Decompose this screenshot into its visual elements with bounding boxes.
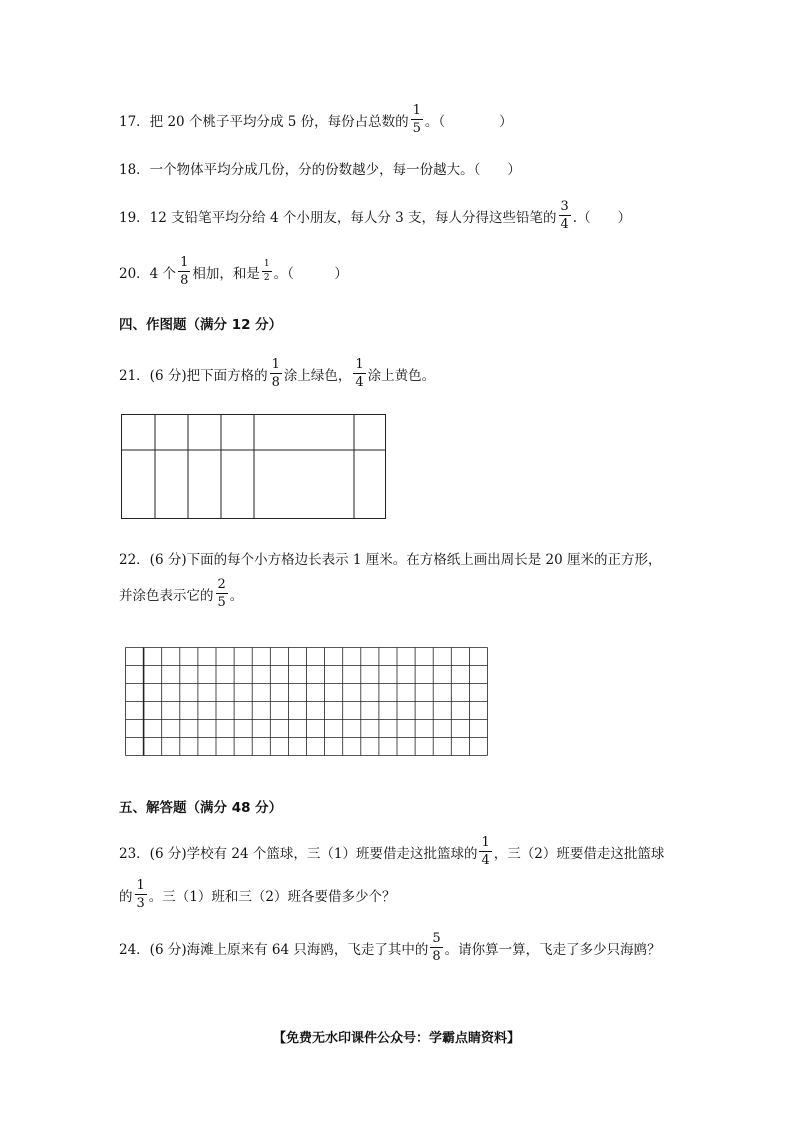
section-4-heading: 四、作图题（满分 12 分）: [119, 317, 283, 333]
q21-grid-figure: [121, 414, 387, 520]
section-5-heading: 五、解答题（满分 48 分）: [119, 800, 283, 816]
q24-fraction: $\frac{5}{8}$: [432, 931, 441, 964]
q22-text-3: 。: [229, 587, 244, 604]
q22-text-2: 并涂色表示它的: [119, 587, 214, 604]
q21-text-2: 涂上绿色，: [283, 367, 352, 384]
question-23-line-2: [119, 879, 395, 910]
q20-text-1: 20．4 个: [119, 265, 177, 282]
q19-answer-blank: .（ ）: [572, 209, 632, 226]
question-22-line-1: [119, 548, 662, 568]
q21-fraction-2: $\frac{1}{4}$: [355, 357, 364, 390]
question-21: [119, 358, 435, 389]
question-19: [119, 200, 631, 231]
q21-text-3: 涂上黄色。: [367, 367, 436, 384]
q21-fraction-1: $\frac{1}{8}$: [271, 357, 280, 390]
q23-fraction-1: $\frac{1}{4}$: [481, 835, 490, 868]
question-18: [119, 158, 521, 178]
q23-text-4: 。三（1）班和三（2）班各要借多少个？: [148, 888, 396, 905]
q19-text: 19．12 支铅笔平均分给 4 个小朋友，每人分 3 支，每人分得这些铅笔的: [119, 209, 557, 226]
q20-text-2: 相加，和是: [192, 265, 260, 282]
q17-fraction: $\frac{1}{5}$: [412, 103, 421, 136]
q17-answer-blank: 。（ ）: [424, 113, 513, 130]
q23-fraction-2: $\frac{1}{3}$: [136, 878, 145, 911]
q21-text-1: 21．(6 分)把下面方格的: [119, 367, 268, 384]
q20-answer-blank: 。（ ）: [273, 265, 348, 282]
q22-fraction: $\frac{2}{5}$: [217, 577, 226, 610]
q20-fraction-2: $\frac{1}{2}$: [263, 259, 270, 283]
q23-text-3: 的: [119, 888, 133, 905]
question-22-line-2: [119, 578, 243, 609]
q23-text-1: 23．(6 分)学校有 24 个篮球，三（1）班要借走这批篮球的: [119, 845, 478, 862]
question-17: [119, 104, 513, 135]
question-20: [119, 256, 348, 287]
q22-graph-paper: [125, 647, 489, 757]
q20-fraction-1: $\frac{1}{8}$: [180, 255, 189, 288]
question-23-line-1: [119, 836, 664, 867]
q17-text: 17．把 20 个桃子平均分成 5 份，每份占总数的: [119, 113, 409, 130]
q24-text-2: 。请你算一算，飞走了多少只海鸥？: [444, 941, 661, 958]
q24-text-1: 24．(6 分)海滩上原来有 64 只海鸥，飞走了其中的: [119, 941, 429, 958]
q19-fraction: $\frac{3}{4}$: [560, 199, 569, 232]
question-24: [119, 932, 661, 963]
q22-text-1: 22．(6 分)下面的每个小方格边长表示 1 厘米。在方格纸上画出周长是 20 厘米的正方形，: [119, 552, 662, 568]
footer-note: 【免费无水印课件公众号：学霸点睛资料】: [272, 1031, 520, 1046]
q23-text-2: ，三（2）班要借走这批篮球: [493, 845, 665, 862]
q18-text: 18．一个物体平均分成几份，分的份数越少，每一份越大。（ ）: [119, 162, 521, 178]
